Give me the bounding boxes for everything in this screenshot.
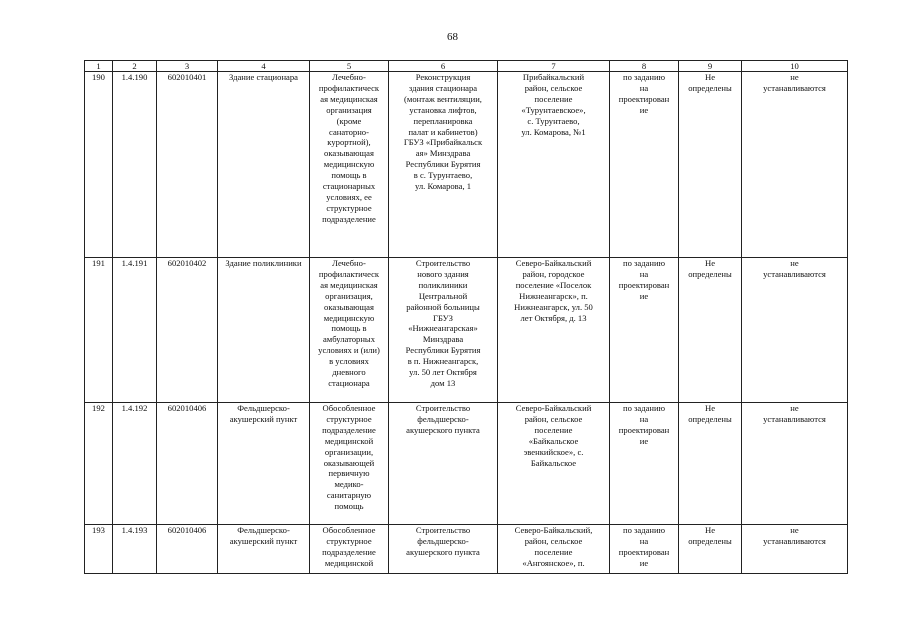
row-number: 190 xyxy=(85,72,113,258)
object-description: Строительство нового здания поликлиники Центральной районной больницы ГБУЗ «Нижнеангарская» Минздрава Республики Бурятия в п. Нижнеангарск, ул. 50 лет Октября дом 13 xyxy=(389,258,498,403)
column-header: 2 xyxy=(113,61,157,72)
zone-info: Не определены xyxy=(679,72,742,258)
row-number: 192 xyxy=(85,403,113,525)
zone-info: Не определены xyxy=(679,258,742,403)
column-header: 9 xyxy=(679,61,742,72)
zone-info: Не определены xyxy=(679,403,742,525)
table-row xyxy=(85,525,848,574)
object-location: Северо-Байкальский район, городское поселение «Поселок Нижнеангарск», п. Нижнеангарск, ул. 50 лет Октября, д. 13 xyxy=(498,258,610,403)
object-location: Северо-Байкальский район, сельское поселение «Байкальское эвенкийское», с. Байкальское xyxy=(498,403,610,525)
header-row xyxy=(85,61,848,72)
object-characteristics: по заданию на проектирован ие xyxy=(610,403,679,525)
object-location: Прибайкальский район, сельское поселение «Турунтаевское», с. Турунтаево, ул. Комарова, №1 xyxy=(498,72,610,258)
object-characteristics: по заданию на проектирован ие xyxy=(610,525,679,574)
item-code: 1.4.190 xyxy=(113,72,157,258)
item-code: 1.4.191 xyxy=(113,258,157,403)
object-code: 602010406 xyxy=(157,403,218,525)
column-header: 5 xyxy=(310,61,389,72)
column-header: 10 xyxy=(742,61,848,72)
object-code: 602010401 xyxy=(157,72,218,258)
column-header: 7 xyxy=(498,61,610,72)
object-code: 602010406 xyxy=(157,525,218,574)
restriction-info: не устанавливаются xyxy=(742,525,848,574)
item-code: 1.4.192 xyxy=(113,403,157,525)
object-purpose: Обособленное структурное подразделение медицинской организации, оказывающей первичную медико- санитарную помощь xyxy=(310,403,389,525)
column-header: 1 xyxy=(85,61,113,72)
restriction-info: не устанавливаются xyxy=(742,72,848,258)
object-purpose: Лечебно- профилактическ ая медицинская организация, оказывающая медицинскую помощь в амбулаторных условиях и (или) в условиях дневного стационара xyxy=(310,258,389,403)
object-name: Фельдшерско- акушерский пункт xyxy=(218,525,310,574)
object-name: Здание стационара xyxy=(218,72,310,258)
row-number: 193 xyxy=(85,525,113,574)
object-characteristics: по заданию на проектирован ие xyxy=(610,258,679,403)
zone-info: Не определены xyxy=(679,525,742,574)
object-characteristics: по заданию на проектирован ие xyxy=(610,72,679,258)
object-name: Фельдшерско- акушерский пункт xyxy=(218,403,310,525)
object-code: 602010402 xyxy=(157,258,218,403)
object-description: Строительство фельдшерско- акушерского пункта xyxy=(389,403,498,525)
page-number: 68 xyxy=(447,31,458,43)
object-name: Здание поликлиники xyxy=(218,258,310,403)
table-row xyxy=(85,258,848,403)
restriction-info: не устанавливаются xyxy=(742,403,848,525)
row-number: 191 xyxy=(85,258,113,403)
item-code: 1.4.193 xyxy=(113,525,157,574)
object-purpose: Лечебно- профилактическ ая медицинская организация (кроме санаторно- курортной), оказывающая медицинскую помощь в стационарных условиях, ее структурное подразделение xyxy=(310,72,389,258)
column-header: 3 xyxy=(157,61,218,72)
column-header: 8 xyxy=(610,61,679,72)
table-row xyxy=(85,403,848,525)
table-row xyxy=(85,72,848,258)
object-purpose: Обособленное структурное подразделение медицинской xyxy=(310,525,389,574)
objects-table xyxy=(84,60,848,574)
object-location: Северо-Байкальский, район, сельское поселение «Ангоянское», п. xyxy=(498,525,610,574)
column-header: 4 xyxy=(218,61,310,72)
restriction-info: не устанавливаются xyxy=(742,258,848,403)
object-description: Строительство фельдшерско- акушерского пункта xyxy=(389,525,498,574)
object-description: Реконструкция здания стационара (монтаж вентиляции, установка лифтов, перепланировка палат и кабинетов) ГБУЗ «Прибайкальск ая» Минздрава Республики Бурятия в с. Турунтаево, ул. Комарова, 1 xyxy=(389,72,498,258)
column-header: 6 xyxy=(389,61,498,72)
